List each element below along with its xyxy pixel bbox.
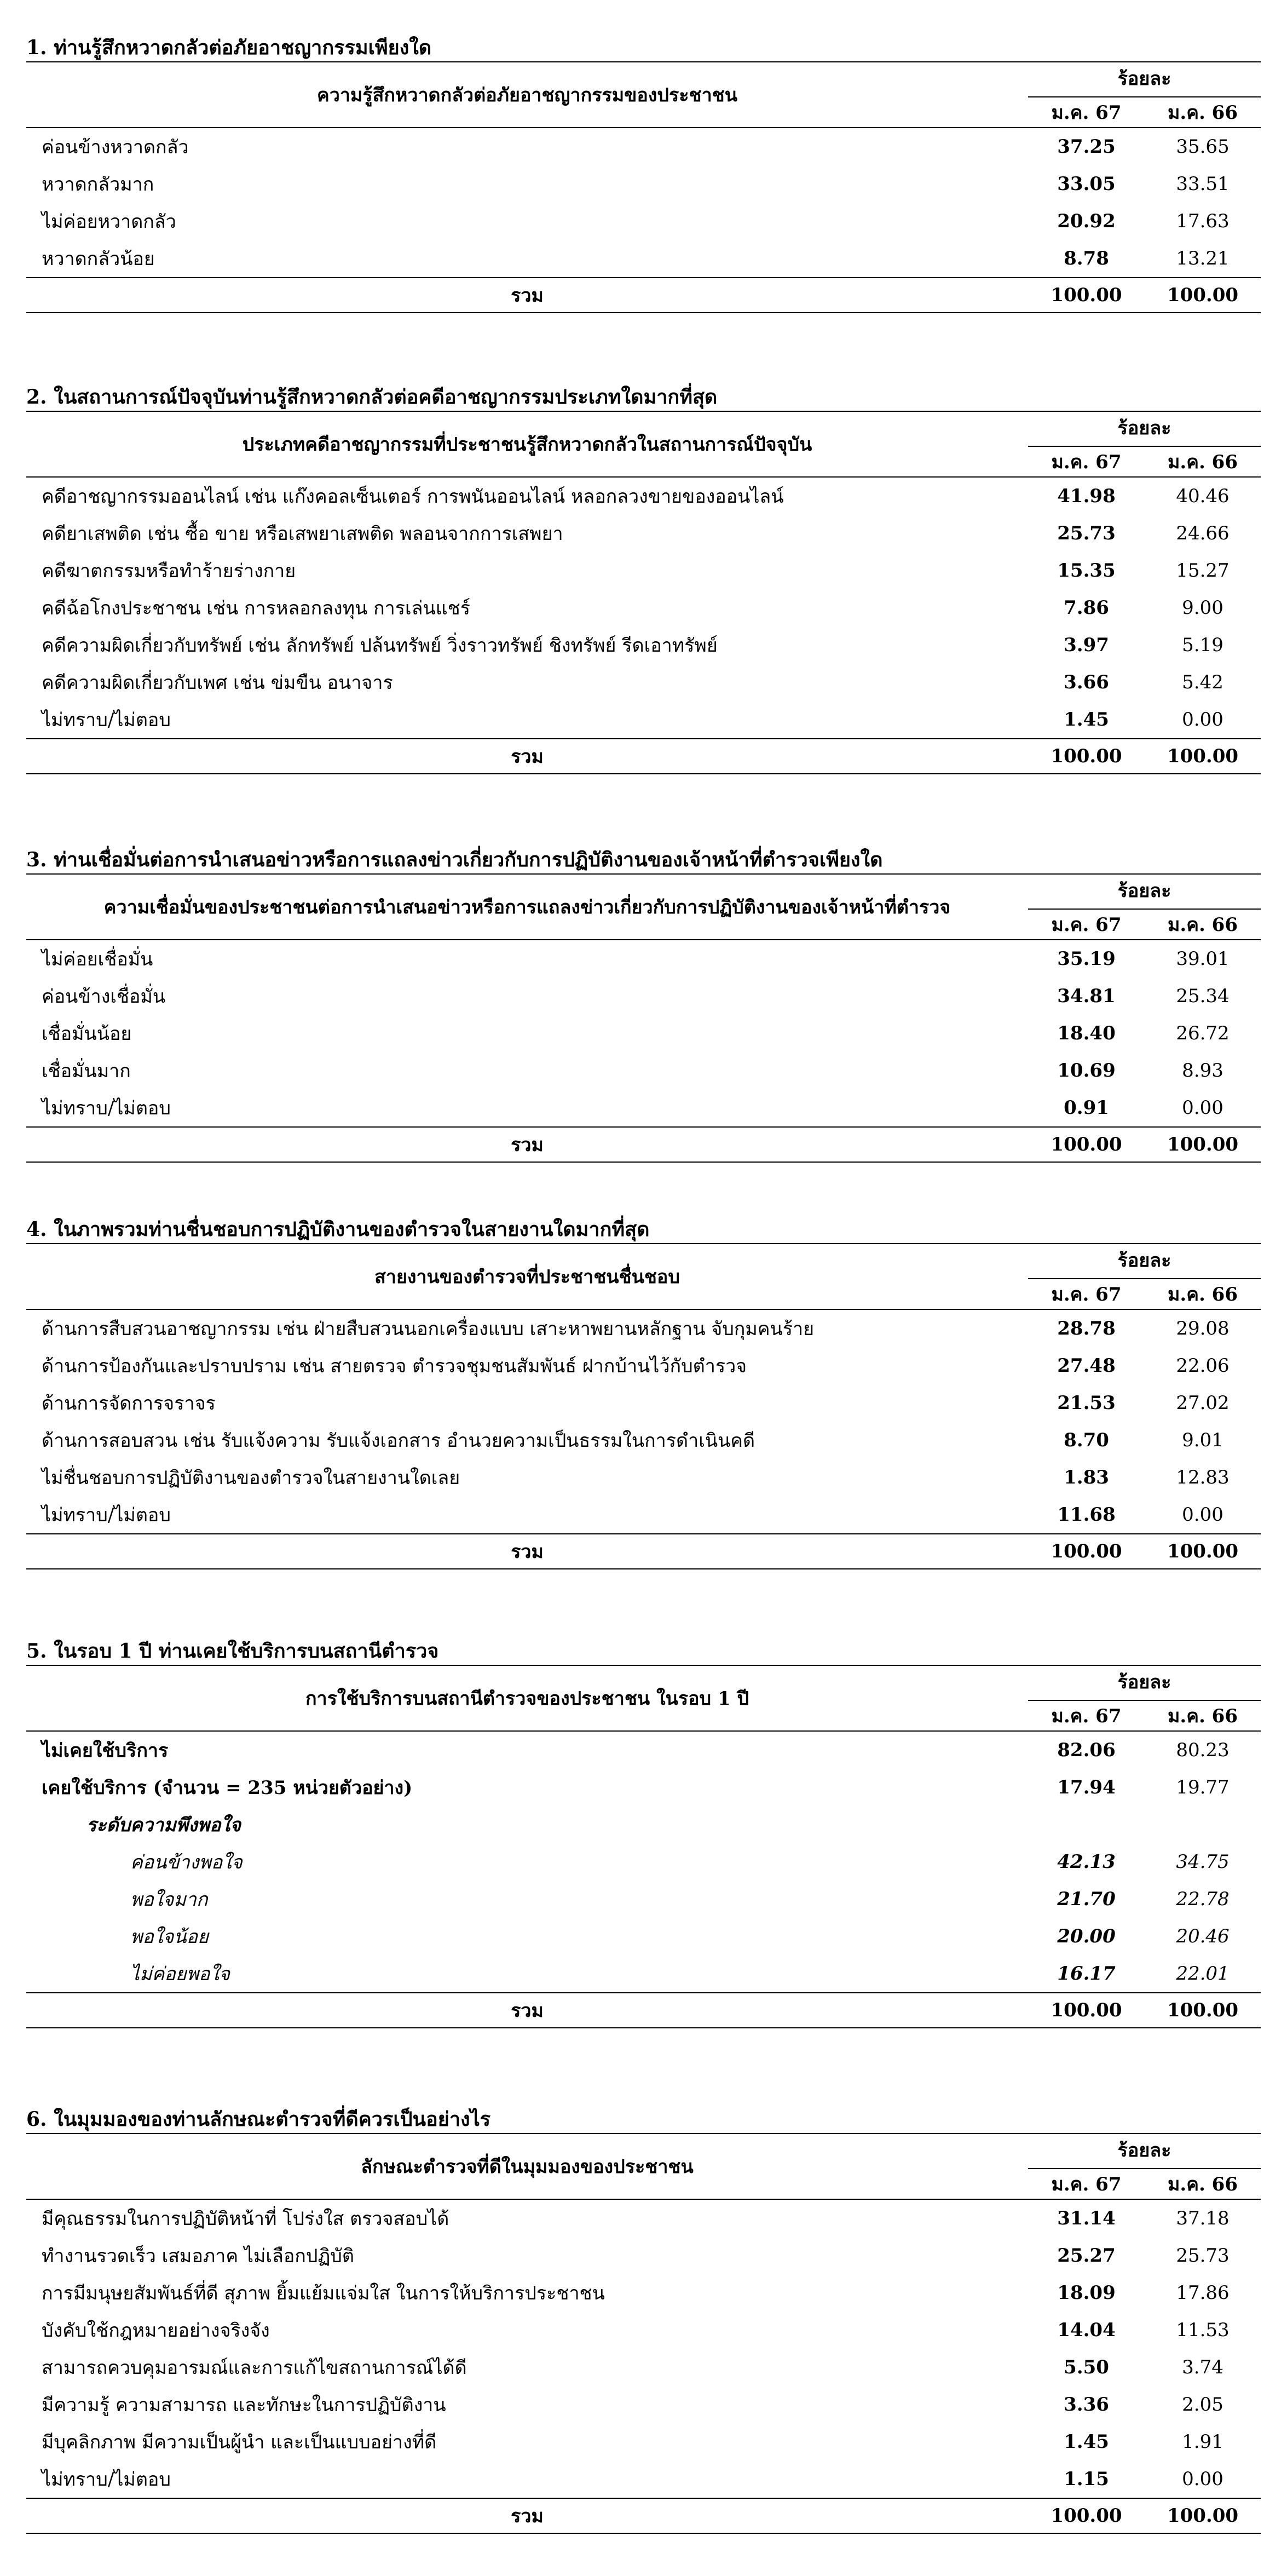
section-6: [26, 2106, 1261, 2534]
table-row: [26, 477, 1261, 515]
table-row: [26, 2349, 1261, 2386]
value-jan-66: 5.19: [1182, 634, 1223, 656]
value-jan-67: 1.45: [1064, 709, 1109, 731]
value-jan-67: 5.50: [1064, 2356, 1109, 2378]
col-jan-67: ม.ค. 67: [1028, 446, 1145, 477]
row-label: ไม่ชื่นชอบการปฏิบัติงานของตำรวจในสายงานใดเลย: [42, 1467, 460, 1489]
value-jan-67: 27.48: [1057, 1355, 1116, 1377]
value-jan-67: 1.45: [1064, 2431, 1109, 2453]
value-jan-67: 8.78: [1064, 248, 1109, 269]
table-row: [26, 701, 1261, 739]
total-jan-67: 100.00: [1028, 739, 1145, 774]
percent-label: ร้อยละ: [1117, 68, 1171, 90]
value-jan-66: 0.00: [1182, 709, 1223, 731]
value-jan-67: 21.53: [1057, 1392, 1116, 1414]
row-label: ค่อนข้างพอใจ: [130, 1852, 243, 1873]
row-label: ค่อนข้างหวาดกลัว: [42, 136, 189, 158]
row-label: ด้านการป้องกันและปราบปราม เช่น สายตรวจ ตำรวจชุมชนสัมพันธ์ ฝากบ้านไว้กับตำรวจ: [42, 1355, 747, 1377]
value-jan-66: 20.46: [1176, 1925, 1230, 1947]
row-label: ไม่ทราบ/ไม่ตอบ: [42, 1097, 171, 1119]
value-jan-67: 15.35: [1057, 560, 1116, 582]
table-row: [26, 626, 1261, 664]
col-jan-67: ม.ค. 67: [1028, 909, 1145, 940]
value-jan-67: 25.27: [1057, 2245, 1116, 2267]
section-2: [26, 383, 1261, 774]
value-jan-67: 11.68: [1057, 1504, 1116, 1526]
table-row: [26, 128, 1261, 165]
value-jan-67: 31.14: [1057, 2207, 1116, 2229]
value-jan-67: 10.69: [1057, 1060, 1116, 1082]
total-jan-66: 100.00: [1145, 2498, 1261, 2533]
question-title: 2. ในสถานการณ์ปัจจุบันท่านรู้สึกหวาดกลัวต่อคดีอาชญากรรมประเภทใดมากที่สุด: [26, 386, 718, 409]
total-row: [26, 278, 1261, 313]
row-label: ไม่ทราบ/ไม่ตอบ: [42, 2469, 171, 2491]
table-row: [26, 552, 1261, 589]
value-jan-67: 37.25: [1057, 136, 1116, 158]
value-jan-67: 7.86: [1064, 597, 1109, 619]
value-jan-67: 34.81: [1057, 985, 1116, 1007]
value-jan-67: 14.04: [1057, 2319, 1116, 2341]
total-label: รวม: [26, 739, 1028, 774]
total-jan-67: 100.00: [1028, 1534, 1145, 1569]
percent-label: ร้อยละ: [1117, 880, 1171, 902]
value-jan-67: 0.91: [1064, 1097, 1109, 1119]
table-row: [26, 240, 1261, 278]
total-jan-67: 100.00: [1028, 278, 1145, 313]
value-jan-66: 33.51: [1176, 173, 1230, 195]
table-row: [26, 1384, 1261, 1422]
row-label: มีคุณธรรมในการปฏิบัติหน้าที่ โปร่งใส ตรวจสอบได้: [42, 2208, 449, 2230]
table-row: [26, 1955, 1261, 1993]
value-jan-66: 80.23: [1176, 1739, 1230, 1761]
row-label: ไม่ค่อยหวาดกลัว: [42, 211, 176, 233]
value-jan-67: 20.92: [1057, 210, 1116, 232]
value-jan-66: 26.72: [1176, 1022, 1230, 1044]
value-jan-67: 42.13: [1057, 1851, 1116, 1873]
results-table: [26, 2133, 1261, 2534]
table-row: [26, 2237, 1261, 2274]
col-jan-66: ม.ค. 66: [1145, 1700, 1261, 1731]
column-header: การใช้บริการบนสถานีตำรวจของประชาชน ในรอบ 1 ปี: [26, 1665, 1028, 1731]
table-row: [26, 589, 1261, 626]
col-jan-66: ม.ค. 66: [1145, 1279, 1261, 1309]
value-jan-67: 33.05: [1057, 173, 1116, 195]
value-jan-66: 9.01: [1182, 1429, 1223, 1451]
section-3: [26, 846, 1261, 1163]
value-jan-67: 18.40: [1057, 1022, 1116, 1044]
value-jan-67: 21.70: [1057, 1888, 1116, 1910]
value-jan-66: 40.46: [1176, 485, 1230, 507]
percent-label: ร้อยละ: [1117, 2140, 1171, 2161]
results-table: [26, 873, 1261, 1163]
row-label: คดียาเสพติด เช่น ซื้อ ขาย หรือเสพยาเสพติด พลอนจากการเสพยา: [42, 523, 563, 545]
row-label: บังคับใช้กฎหมายอย่างจริงจัง: [42, 2320, 270, 2342]
satisfaction-subheader: ระดับความพึงพอใจ: [86, 1814, 241, 1836]
total-jan-67: 100.00: [1028, 2498, 1145, 2533]
value-jan-66: 0.00: [1182, 2468, 1223, 2490]
row-label: ด้านการสืบสวนอาชญากรรม เช่น ฝ่ายสืบสวนนอกเครื่องแบบ เสาะหาพยานหลักฐาน จับกุมคนร้าย: [42, 1318, 815, 1340]
value-jan-67: 3.97: [1064, 634, 1109, 656]
row-label: หวาดกลัวมาก: [42, 174, 154, 196]
value-jan-66: 22.01: [1176, 1963, 1230, 1985]
row-label: ด้านการจัดการจราจร: [42, 1393, 216, 1415]
table-row: [26, 1843, 1261, 1881]
total-row: [26, 1534, 1261, 1569]
value-jan-66: 34.75: [1176, 1851, 1230, 1873]
total-row: [26, 1127, 1261, 1162]
question-title: 1. ท่านรู้สึกหวาดกลัวต่อภัยอาชญากรรมเพียงใด: [26, 36, 432, 59]
value-jan-66: 19.77: [1176, 1776, 1230, 1798]
total-label: รวม: [26, 1534, 1028, 1569]
total-jan-66: 100.00: [1145, 1993, 1261, 2028]
value-jan-66: 15.27: [1176, 560, 1230, 582]
value-jan-67: 1.15: [1064, 2468, 1109, 2490]
value-jan-66: 37.18: [1176, 2207, 1230, 2229]
row-label: พอใจน้อย: [130, 1926, 209, 1948]
total-jan-66: 100.00: [1145, 278, 1261, 313]
total-label: รวม: [26, 1127, 1028, 1162]
table-row: [26, 1422, 1261, 1459]
value-jan-66: 17.86: [1176, 2282, 1230, 2304]
value-jan-66: 8.93: [1182, 1060, 1223, 1082]
results-table: [26, 1243, 1261, 1569]
col-jan-67: ม.ค. 67: [1028, 2169, 1145, 2199]
row-label: ไม่ค่อยพอใจ: [130, 1963, 230, 1985]
row-label: ด้านการสอบสวน เช่น รับแจ้งความ รับแจ้งเอกสาร อำนวยความเป็นธรรมในการดำเนินคดี: [42, 1430, 755, 1452]
value-jan-66: 25.73: [1176, 2245, 1230, 2267]
value-jan-66: 22.78: [1176, 1888, 1230, 1910]
value-jan-67: 35.19: [1057, 948, 1116, 970]
table-row: [26, 2460, 1261, 2498]
row-label: คดีฆาตกรรมหรือทำร้ายร่างกาย: [42, 560, 296, 582]
value-jan-66: 9.00: [1182, 597, 1223, 619]
row-label: ไม่เคยใช้บริการ: [42, 1740, 169, 1762]
percent-label: ร้อยละ: [1117, 1671, 1171, 1693]
value-jan-66: 39.01: [1176, 948, 1230, 970]
question-title: 5. ในรอบ 1 ปี ท่านเคยใช้บริการบนสถานีตำรวจ: [26, 1640, 439, 1663]
section-1: [26, 34, 1261, 313]
column-header: สายงานของตำรวจที่ประชาชนชื่นชอบ: [26, 1244, 1028, 1309]
row-label: เชื่อมั่นมาก: [42, 1060, 131, 1082]
section-5: [26, 1637, 1261, 2028]
col-jan-66: ม.ค. 66: [1145, 2169, 1261, 2199]
value-jan-67: 20.00: [1057, 1925, 1116, 1947]
col-jan-67: ม.ค. 67: [1028, 1279, 1145, 1309]
value-jan-66: 25.34: [1176, 985, 1230, 1007]
table-row: [26, 1918, 1261, 1955]
row-label: เชื่อมั่นน้อย: [42, 1023, 132, 1045]
total-row: [26, 739, 1261, 774]
table-row: [26, 515, 1261, 552]
results-table: [26, 61, 1261, 313]
row-label: การมีมนุษยสัมพันธ์ที่ดี สุภาพ ยิ้มแย้มแจ่มใส ในการให้บริการประชาชน: [42, 2282, 605, 2304]
total-row: [26, 2498, 1261, 2533]
row-label: หวาดกลัวน้อย: [42, 248, 155, 270]
value-jan-67: 18.09: [1057, 2282, 1116, 2304]
row-label: คดีอาชญากรรมออนไลน์ เช่น แก๊งคอลเซ็นเตอร์ การพนันออนไลน์ หลอกลวงขายของออนไลน์: [42, 486, 784, 508]
table-row: [26, 940, 1261, 978]
table-row: [26, 2274, 1261, 2312]
row-label: มีบุคลิกภาพ มีความเป็นผู้นำ และเป็นแบบอย่างที่ดี: [42, 2431, 437, 2453]
value-jan-67: 25.73: [1057, 522, 1116, 544]
table-row: [26, 1015, 1261, 1052]
value-jan-66: 17.63: [1176, 210, 1230, 232]
row-label: ไม่ทราบ/ไม่ตอบ: [42, 1504, 171, 1526]
table-row: [26, 1309, 1261, 1347]
value-jan-66: 0.00: [1182, 1504, 1223, 1526]
col-jan-66: ม.ค. 66: [1145, 446, 1261, 477]
subheader-row: [26, 1806, 1261, 1843]
value-jan-66: 29.08: [1176, 1318, 1230, 1339]
value-jan-66: 1.91: [1182, 2431, 1223, 2453]
question-title: 3. ท่านเชื่อมั่นต่อการนำเสนอข่าวหรือการแถลงข่าวเกี่ยวกับการปฏิบัติงานของเจ้าหน้าที่ตำรวจเพียงใด: [26, 848, 883, 871]
row-label: คดีความผิดเกี่ยวกับเพศ เช่น ข่มขืน อนาจาร: [42, 672, 393, 694]
table-row: [26, 664, 1261, 701]
col-jan-66: ม.ค. 66: [1145, 909, 1261, 940]
table-row: [26, 2199, 1261, 2237]
total-row: [26, 1993, 1261, 2028]
total-label: รวม: [26, 2498, 1028, 2533]
total-jan-66: 100.00: [1145, 739, 1261, 774]
table-row: [26, 1347, 1261, 1384]
section-4: [26, 1216, 1261, 1569]
value-jan-67: 16.17: [1057, 1963, 1116, 1985]
value-jan-66: 13.21: [1176, 248, 1230, 269]
column-header: ความรู้สึกหวาดกลัวต่อภัยอาชญากรรมของประชาชน: [26, 62, 1028, 128]
percent-label: ร้อยละ: [1117, 417, 1171, 439]
column-header: ประเภทคดีอาชญากรรมที่ประชาชนรู้สึกหวาดกลัวในสถานการณ์ปัจจุบัน: [26, 411, 1028, 477]
value-jan-67: 8.70: [1064, 1429, 1109, 1451]
total-jan-66: 100.00: [1145, 1534, 1261, 1569]
table-row: [26, 165, 1261, 203]
value-jan-66: 0.00: [1182, 1097, 1223, 1119]
column-header: ลักษณะตำรวจที่ดีในมุมมองของประชาชน: [26, 2134, 1028, 2199]
table-row: [26, 1459, 1261, 1496]
value-jan-66: 27.02: [1176, 1392, 1230, 1414]
row-label: ไม่ค่อยเชื่อมั่น: [42, 948, 153, 970]
value-jan-67: 17.94: [1057, 1776, 1116, 1798]
value-jan-66: 2.05: [1182, 2394, 1223, 2416]
row-label: ไม่ทราบ/ไม่ตอบ: [42, 709, 171, 731]
value-jan-66: 12.83: [1176, 1467, 1230, 1488]
value-jan-66: 11.53: [1176, 2319, 1230, 2341]
value-jan-67: 82.06: [1057, 1739, 1116, 1761]
value-jan-67: 28.78: [1057, 1318, 1116, 1339]
value-jan-66: 35.65: [1176, 136, 1230, 158]
table-row: [26, 2312, 1261, 2349]
total-jan-67: 100.00: [1028, 1993, 1145, 2028]
row-label: เคยใช้บริการ (จำนวน = 235 หน่วยตัวอย่าง): [42, 1777, 413, 1799]
row-label: สามารถควบคุมอารมณ์และการแก้ไขสถานการณ์ได้ดี: [42, 2357, 467, 2379]
value-jan-66: 3.74: [1182, 2356, 1223, 2378]
value-jan-66: 5.42: [1182, 671, 1223, 693]
value-jan-67: 3.36: [1064, 2394, 1109, 2416]
total-label: รวม: [26, 278, 1028, 313]
table-row: [26, 978, 1261, 1015]
col-jan-67: ม.ค. 67: [1028, 1700, 1145, 1731]
row-label: มีความรู้ ความสามารถ และทักษะในการปฏิบัติงาน: [42, 2394, 446, 2416]
column-header: ความเชื่อมั่นของประชาชนต่อการนำเสนอข่าวหรือการแถลงข่าวเกี่ยวกับการปฏิบัติงานของเจ้าหน้าที่ตำรวจ: [26, 874, 1028, 940]
value-jan-67: 1.83: [1064, 1467, 1109, 1488]
total-jan-66: 100.00: [1145, 1127, 1261, 1162]
table-row: [26, 1496, 1261, 1534]
row-label: คดีฉ้อโกงประชาชน เช่น การหลอกลงทุน การเล่นแชร์: [42, 597, 470, 619]
row-label: ทำงานรวดเร็ว เสมอภาค ไม่เลือกปฏิบัติ: [42, 2245, 354, 2267]
table-row: [26, 1089, 1261, 1127]
table-row: [26, 1052, 1261, 1089]
percent-label: ร้อยละ: [1117, 1250, 1171, 1272]
question-title: 4. ในภาพรวมท่านชื่นชอบการปฏิบัติงานของตำรวจในสายงานใดมากที่สุด: [26, 1218, 650, 1241]
row-label: คดีความผิดเกี่ยวกับทรัพย์ เช่น ลักทรัพย์ ปล้นทรัพย์ วิ่งราวทรัพย์ ชิงทรัพย์ รีดเอาทรัพย์: [42, 635, 718, 657]
col-jan-66: ม.ค. 66: [1145, 97, 1261, 128]
table-row: [26, 2386, 1261, 2423]
table-row: [26, 1881, 1261, 1918]
results-table: [26, 411, 1261, 774]
total-jan-67: 100.00: [1028, 1127, 1145, 1162]
table-row: [26, 1731, 1261, 1769]
row-label: พอใจมาก: [130, 1889, 208, 1911]
value-jan-67: 3.66: [1064, 671, 1109, 693]
value-jan-66: 22.06: [1176, 1355, 1230, 1377]
row-label: ค่อนข้างเชื่อมั่น: [42, 986, 166, 1008]
table-row: [26, 203, 1261, 240]
question-title: 6. ในมุมมองของท่านลักษณะตำรวจที่ดีควรเป็นอย่างไร: [26, 2108, 491, 2131]
table-row: [26, 2423, 1261, 2460]
results-table: [26, 1665, 1261, 2028]
value-jan-66: 24.66: [1176, 522, 1230, 544]
total-label: รวม: [26, 1993, 1028, 2028]
table-row: [26, 1769, 1261, 1806]
col-jan-67: ม.ค. 67: [1028, 97, 1145, 128]
value-jan-67: 41.98: [1057, 485, 1116, 507]
